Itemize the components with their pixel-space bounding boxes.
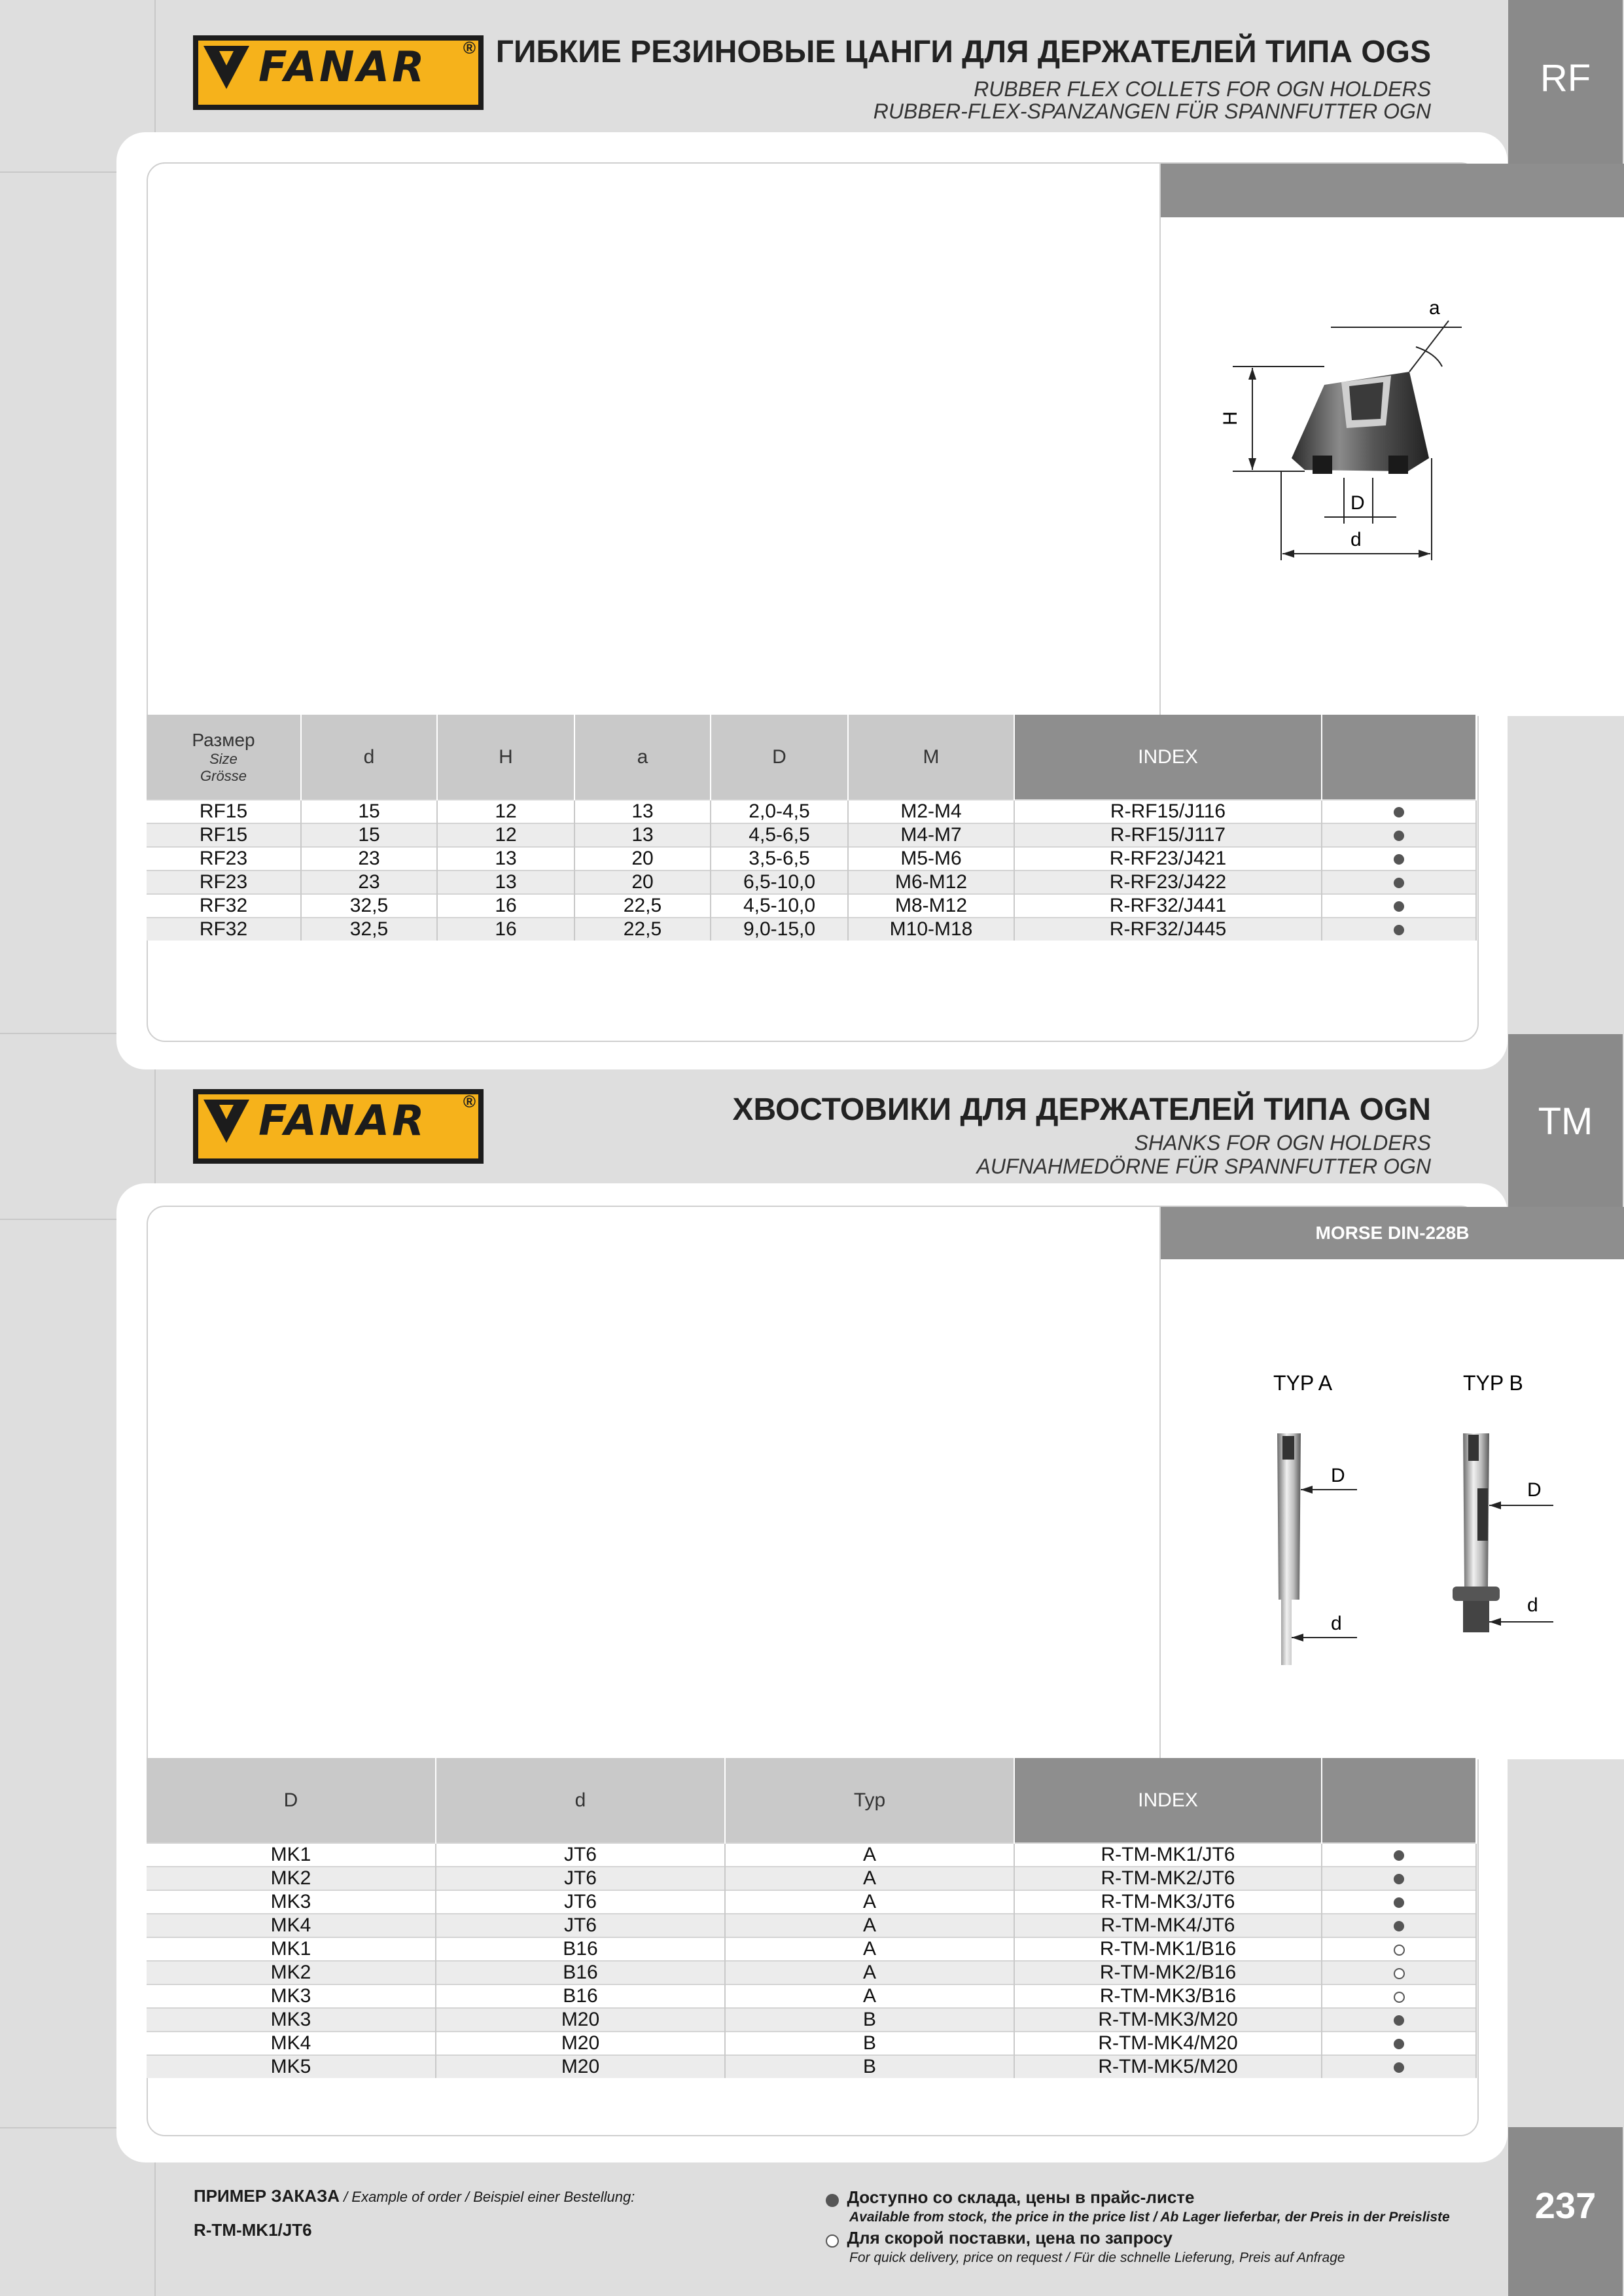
- cell-D: MK3: [147, 1984, 436, 2008]
- cell-a: 20: [574, 847, 711, 870]
- availability-cell: [1322, 1843, 1476, 1867]
- cell-h: 13: [437, 870, 574, 894]
- table-row: [147, 1937, 1476, 1961]
- cell-d: JT6: [436, 1843, 725, 1867]
- cell-D: 3,5-6,5: [711, 847, 848, 870]
- col-a: a: [574, 715, 711, 800]
- cell-index: R-TM-MK3/JT6: [1014, 1890, 1322, 1914]
- availability-cell: [1322, 1890, 1476, 1914]
- cell-index: R-RF15/J117: [1014, 823, 1322, 847]
- cell-a: 22,5: [574, 918, 711, 941]
- table-row: [147, 918, 1476, 941]
- image-header: MORSE DIN-228B: [1161, 1207, 1624, 1259]
- cell-D: MK1: [147, 1843, 436, 1867]
- cell-h: 12: [437, 823, 574, 847]
- cell-typ: A: [725, 1984, 1014, 2008]
- cell-D: 4,5-6,5: [711, 823, 848, 847]
- page-number: 237: [1534, 2185, 1597, 2226]
- cell-index: R-TM-MK2/B16: [1014, 1961, 1322, 1984]
- section-subtitle-en: RUBBER FLEX COLLETS FOR OGN HOLDERS: [974, 77, 1431, 101]
- stock-dot-icon: [1394, 2039, 1404, 2049]
- table-row: [147, 894, 1476, 918]
- rf-spec-table: [147, 715, 1477, 941]
- cell-index: R-TM-MK3/M20: [1014, 2008, 1322, 2032]
- brand-logo: [193, 1089, 484, 1164]
- col-m: M: [848, 715, 1014, 800]
- cell-index: R-TM-MK4/M20: [1014, 2032, 1322, 2055]
- cell-size: RF15: [147, 800, 301, 823]
- logo-text: FANAR: [258, 43, 427, 92]
- cell-index: R-RF15/J116: [1014, 800, 1322, 823]
- availability-cell: [1322, 2008, 1476, 2032]
- section-title: ХВОСТОВИКИ ДЛЯ ДЕРЖАТЕЛЕЙ ТИПА OGN: [732, 1092, 1431, 1127]
- cell-typ: A: [725, 1890, 1014, 1914]
- cell-D: MK1: [147, 1937, 436, 1961]
- col-h: H: [437, 715, 574, 800]
- logo-reg: ®: [463, 1092, 476, 1111]
- cell-d: JT6: [436, 1890, 725, 1914]
- cell-index: R-RF23/J422: [1014, 870, 1322, 894]
- logo-v-icon: [203, 1100, 249, 1143]
- logo-v-icon: [203, 46, 249, 89]
- stock-dot-icon: [1394, 807, 1404, 817]
- collet-diagram: [1213, 297, 1501, 641]
- cell-index: R-TM-MK3/B16: [1014, 1984, 1322, 2008]
- table-row: [147, 1914, 1476, 1937]
- cell-a: 20: [574, 870, 711, 894]
- stock-dot-icon: [1394, 831, 1404, 841]
- cell-D: MK4: [147, 2032, 436, 2055]
- label-h: H: [1220, 411, 1241, 425]
- cell-D: 9,0-15,0: [711, 918, 848, 941]
- availability-cell: [1322, 823, 1476, 847]
- stock-dot-icon: [1394, 1874, 1404, 1884]
- cell-D: MK2: [147, 1961, 436, 1984]
- logo-text: FANAR: [258, 1097, 427, 1145]
- cell-d: 15: [301, 823, 437, 847]
- cell-d: JT6: [436, 1914, 725, 1937]
- tab-label: RF: [1540, 57, 1591, 99]
- request-dot-icon: [1394, 1992, 1405, 2003]
- cell-D: 6,5-10,0: [711, 870, 848, 894]
- cell-d: B16: [436, 1937, 725, 1961]
- stock-dot-icon: [1394, 1897, 1404, 1908]
- stock-dot-icon: [1394, 1850, 1404, 1861]
- cell-size: RF15: [147, 823, 301, 847]
- availability-cell: [1322, 2032, 1476, 2055]
- brand-logo: [193, 35, 484, 110]
- availability-cell: [1322, 1867, 1476, 1890]
- cell-index: R-TM-MK1/B16: [1014, 1937, 1322, 1961]
- cell-D: MK2: [147, 1867, 436, 1890]
- cell-typ: B: [725, 2008, 1014, 2032]
- table-row: [147, 2008, 1476, 2032]
- cell-typ: B: [725, 2032, 1014, 2055]
- cell-D: MK5: [147, 2055, 436, 2078]
- cell-d: M20: [436, 2032, 725, 2055]
- label-d-b: d: [1527, 1594, 1538, 1616]
- cell-d: 32,5: [301, 918, 437, 941]
- cell-D: 4,5-10,0: [711, 894, 848, 918]
- cell-typ: A: [725, 1914, 1014, 1937]
- cell-a: 13: [574, 800, 711, 823]
- stock-dot-icon: [1394, 925, 1404, 935]
- request-dot-icon: [826, 2234, 839, 2248]
- label-D: D: [1350, 492, 1365, 514]
- stock-dot-icon: [826, 2194, 839, 2207]
- section-subtitle-de: RUBBER-FLEX-SPANZANGEN FÜR SPANNFUTTER OGN: [873, 99, 1431, 123]
- cell-h: 16: [437, 918, 574, 941]
- table-row: [147, 2055, 1476, 2078]
- cell-size: RF32: [147, 918, 301, 941]
- availability-cell: [1322, 2055, 1476, 2078]
- order-example-label: ПРИМЕР ЗАКАЗА / Example of order / Beispiel einer Bestellung:: [194, 2186, 635, 2206]
- cell-a: 13: [574, 823, 711, 847]
- availability-cell: [1322, 847, 1476, 870]
- cell-D: 2,0-4,5: [711, 800, 848, 823]
- legend-request-ru: Для скорой поставки, цена по запросу: [847, 2228, 1173, 2248]
- cell-m: M4-M7: [848, 823, 1014, 847]
- cell-typ: B: [725, 2055, 1014, 2078]
- cell-d: 23: [301, 870, 437, 894]
- label-d: d: [1350, 529, 1362, 550]
- availability-cell: [1322, 1914, 1476, 1937]
- col-index: INDEX: [1014, 715, 1322, 800]
- availability-cell: [1322, 800, 1476, 823]
- legend-request-tr: For quick delivery, price on request / Für die schnelle Lieferung, Preis auf Anfrage: [849, 2250, 1345, 2265]
- availability-cell: [1322, 894, 1476, 918]
- tab-rf: [1508, 0, 1623, 168]
- cell-D: MK3: [147, 1890, 436, 1914]
- label-typ-b: TYP B: [1463, 1371, 1523, 1395]
- cell-d: M20: [436, 2055, 725, 2078]
- col-D: D: [711, 715, 848, 800]
- cell-index: R-TM-MK2/JT6: [1014, 1867, 1322, 1890]
- logo-reg: ®: [463, 38, 476, 58]
- label-typ-a: TYP A: [1273, 1371, 1333, 1395]
- cell-a: 22,5: [574, 894, 711, 918]
- cell-h: 12: [437, 800, 574, 823]
- stock-dot-icon: [1394, 2062, 1404, 2073]
- cell-d: B16: [436, 1984, 725, 2008]
- stock-dot-icon: [1394, 854, 1404, 865]
- label-a: a: [1429, 297, 1440, 319]
- table-row: [147, 823, 1476, 847]
- table-row: [147, 1984, 1476, 2008]
- cell-d: JT6: [436, 1867, 725, 1890]
- col-size: Размер Size Grösse: [147, 715, 301, 800]
- cell-index: R-TM-MK5/M20: [1014, 2055, 1322, 2078]
- cell-d: 15: [301, 800, 437, 823]
- col-typ: Typ: [725, 1758, 1014, 1843]
- image-header: [1161, 164, 1624, 217]
- cell-d: M20: [436, 2008, 725, 2032]
- cell-size: RF23: [147, 870, 301, 894]
- legend-stock-ru: Доступно со склада, цены в прайс-листе: [847, 2187, 1195, 2207]
- cell-D: MK3: [147, 2008, 436, 2032]
- legend-stock-tr: Available from stock, the price in the price list / Ab Lager lieferbar, der Preis in der Preisliste: [849, 2210, 1450, 2225]
- availability-cell: [1322, 1984, 1476, 2008]
- cell-d: 32,5: [301, 894, 437, 918]
- col-d: d: [301, 715, 437, 800]
- cell-m: M2-M4: [848, 800, 1014, 823]
- table-row: [147, 870, 1476, 894]
- cell-index: R-RF32/J445: [1014, 918, 1322, 941]
- request-dot-icon: [1394, 1968, 1405, 1979]
- cell-typ: A: [725, 1937, 1014, 1961]
- table-row: [147, 1843, 1476, 1867]
- cell-d: B16: [436, 1961, 725, 1984]
- cell-index: R-RF23/J421: [1014, 847, 1322, 870]
- availability-cell: [1322, 1961, 1476, 1984]
- availability-cell: [1322, 1937, 1476, 1961]
- product-image-area: [1159, 1207, 1624, 1759]
- product-image-area: [1159, 164, 1624, 716]
- cell-index: R-TM-MK4/JT6: [1014, 1914, 1322, 1937]
- col-availability: [1322, 715, 1476, 800]
- cell-m: M5-M6: [848, 847, 1014, 870]
- cell-index: R-TM-MK1/JT6: [1014, 1843, 1322, 1867]
- cell-index: R-RF32/J441: [1014, 894, 1322, 918]
- col-availability: [1322, 1758, 1476, 1843]
- table-row: [147, 1867, 1476, 1890]
- section-subtitle-de: AUFNAHMEDÖRNE FÜR SPANNFUTTER OGN: [976, 1155, 1431, 1178]
- table-row: [147, 800, 1476, 823]
- section-subtitle-en: SHANKS FOR OGN HOLDERS: [1134, 1131, 1431, 1155]
- table-row: [147, 2032, 1476, 2055]
- label-D-a: D: [1331, 1465, 1345, 1486]
- section-title: ГИБКИЕ РЕЗИНОВЫЕ ЦАНГИ ДЛЯ ДЕРЖАТЕЛЕЙ ТИПА OGS: [495, 35, 1431, 69]
- col-d: d: [436, 1758, 725, 1843]
- label-d-a: d: [1331, 1613, 1342, 1634]
- stock-dot-icon: [1394, 2015, 1404, 2026]
- tm-spec-table: [147, 1758, 1477, 2078]
- legend-stock: [826, 2187, 1194, 2208]
- tab-tm: [1508, 1034, 1623, 1219]
- availability-cell: [1322, 870, 1476, 894]
- order-example-code: R-TM-MK1/JT6: [194, 2220, 312, 2240]
- request-dot-icon: [1394, 1945, 1405, 1956]
- table-row: [147, 847, 1476, 870]
- legend-request: [826, 2228, 1173, 2248]
- cell-m: M10-M18: [848, 918, 1014, 941]
- cell-size: RF23: [147, 847, 301, 870]
- page-number-tab: [1508, 2127, 1623, 2296]
- cell-typ: A: [725, 1867, 1014, 1890]
- cell-m: M6-M12: [848, 870, 1014, 894]
- stock-dot-icon: [1394, 1921, 1404, 1931]
- cell-D: MK4: [147, 1914, 436, 1937]
- cell-typ: A: [725, 1961, 1014, 1984]
- col-index: INDEX: [1014, 1758, 1322, 1843]
- table-row: [147, 1961, 1476, 1984]
- table-row: [147, 1890, 1476, 1914]
- cell-h: 16: [437, 894, 574, 918]
- col-D: D: [147, 1758, 436, 1843]
- cell-typ: A: [725, 1843, 1014, 1867]
- cell-m: M8-M12: [848, 894, 1014, 918]
- shank-diagram: [1226, 1371, 1593, 1691]
- label-D-b: D: [1527, 1479, 1542, 1501]
- availability-cell: [1322, 918, 1476, 941]
- cell-d: 23: [301, 847, 437, 870]
- cell-size: RF32: [147, 894, 301, 918]
- tab-label: TM: [1538, 1100, 1593, 1143]
- stock-dot-icon: [1394, 878, 1404, 888]
- stock-dot-icon: [1394, 901, 1404, 912]
- cell-h: 13: [437, 847, 574, 870]
